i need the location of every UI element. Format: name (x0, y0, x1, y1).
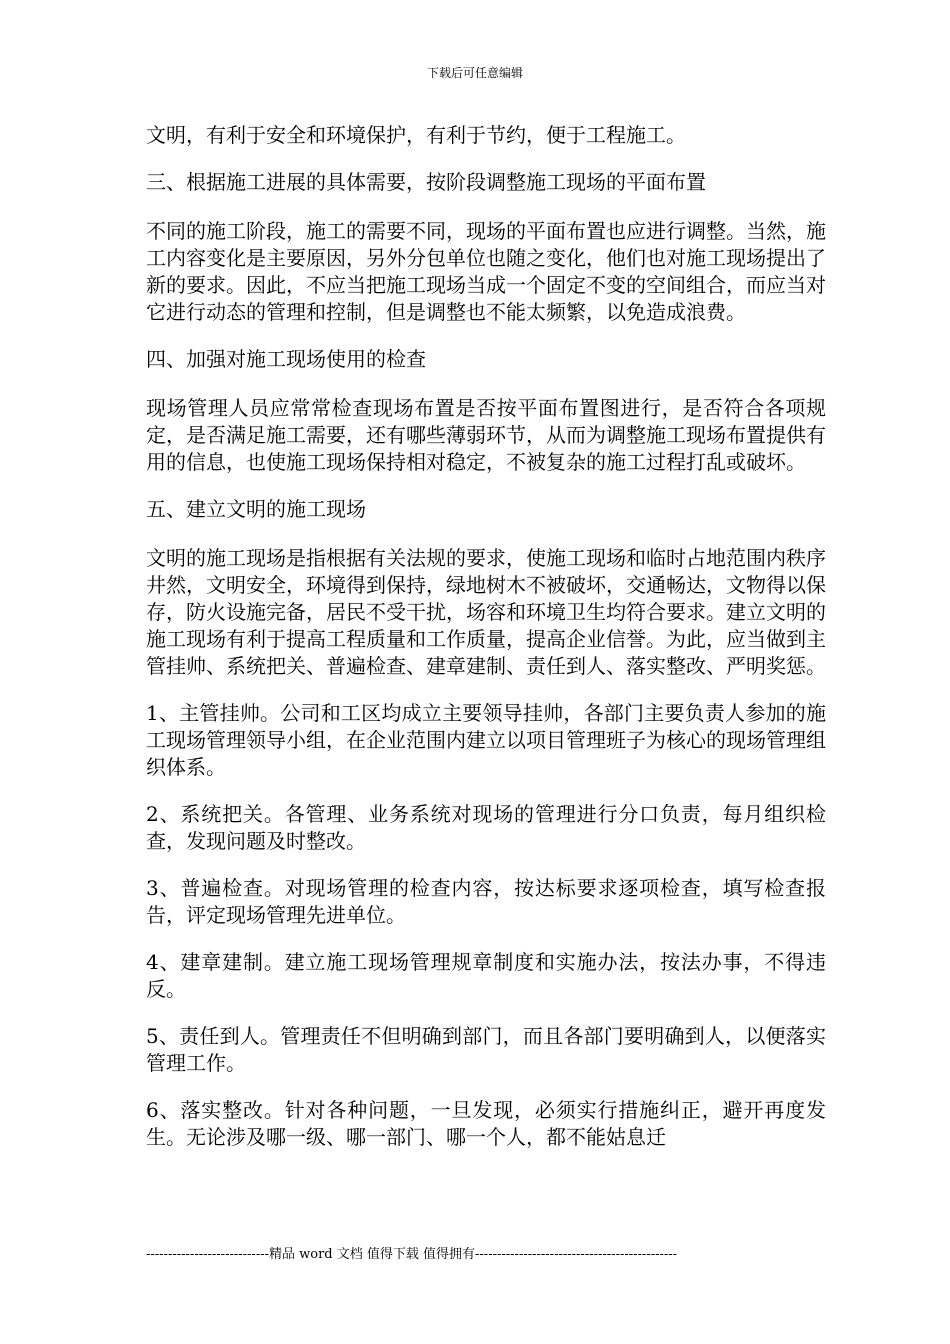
section-heading-4: 四、加强对施工现场使用的检查 (146, 347, 426, 371)
paragraph-adjust-layout: 不同的施工阶段，施工的需要不同，现场的平面布置也应进行调整。当然，施工内容变化是主要原因，另外分包单位也随之变化，他们也对施工现场提出了新的要求。因此，不应当把施工现场当成一个固定不变的空间组合，而应当对它进行动态的管理和控制，但是调整也不能太频繁，以免造成浪费。 (146, 219, 826, 324)
list-item-5: 5、责任到人。管理责任不但明确到部门，而且各部门要明确到人，以便落实管理工作。 (146, 1024, 826, 1075)
list-item-6: 6、落实整改。针对各种问题，一旦发现，必须实行措施纠正，避开再度发生。无论涉及哪一级、哪一部门、哪一个人，都不能姑息迁 (146, 1098, 826, 1149)
list-item-2: 2、系统把关。各管理、业务系统对现场的管理进行分口负责，每月组织检查，发现问题及时整改。 (146, 802, 826, 853)
paragraph-inspection: 现场管理人员应常常检查现场布置是否按平面布置图进行，是否符合各项规定，是否满足施工需要，还有哪些薄弱环节，从而为调整施工现场布置提供有用的信息，也使施工现场保持相对稳定，不被复杂的施工过程打乱或破坏。 (146, 396, 826, 474)
list-item-3: 3、普遍检查。对现场管理的检查内容，按达标要求逐项检查，填写检查报告，评定现场管理先进单位。 (146, 876, 826, 927)
page-footer: ----------------------------精品 word 文档 值得下载 值得拥有---------------------------------------------- (146, 1247, 678, 1262)
section-heading-3: 三、根据施工进展的具体需要，按阶段调整施工现场的平面布置 (146, 170, 706, 194)
list-item-1: 1、主管挂帅。公司和工区均成立主要领导挂帅，各部门主要负责人参加的施工现场管理领导小组，在企业范围内建立以项目管理班子为核心的现场管理组织体系。 (146, 701, 826, 779)
paragraph-continuation: 文明，有利于安全和环境保护，有利于节约，便于工程施工。 (146, 123, 686, 147)
page-header: 下载后可任意编辑 (426, 66, 523, 80)
section-heading-5: 五、建立文明的施工现场 (146, 497, 366, 521)
paragraph-civilized-site: 文明的施工现场是指根据有关法规的要求，使施工现场和临时占地范围内秩序井然，文明安全，环境得到保持，绿地树木不被破坏，交通畅达，文物得以保存，防火设施完备，居民不受干扰，场容和环境卫生均符合要求。建立文明的施工现场有利于提高工程质量和工作质量，提高企业信誉。为此，应当做到主管挂帅、系统把关、普遍检查、建章建制、责任到人、落实整改、严明奖惩。 (146, 546, 826, 678)
document-body (146, 122, 826, 1171)
list-item-4: 4、建章建制。建立施工现场管理规章制度和实施办法，按法办事，不得违反。 (146, 950, 826, 1001)
